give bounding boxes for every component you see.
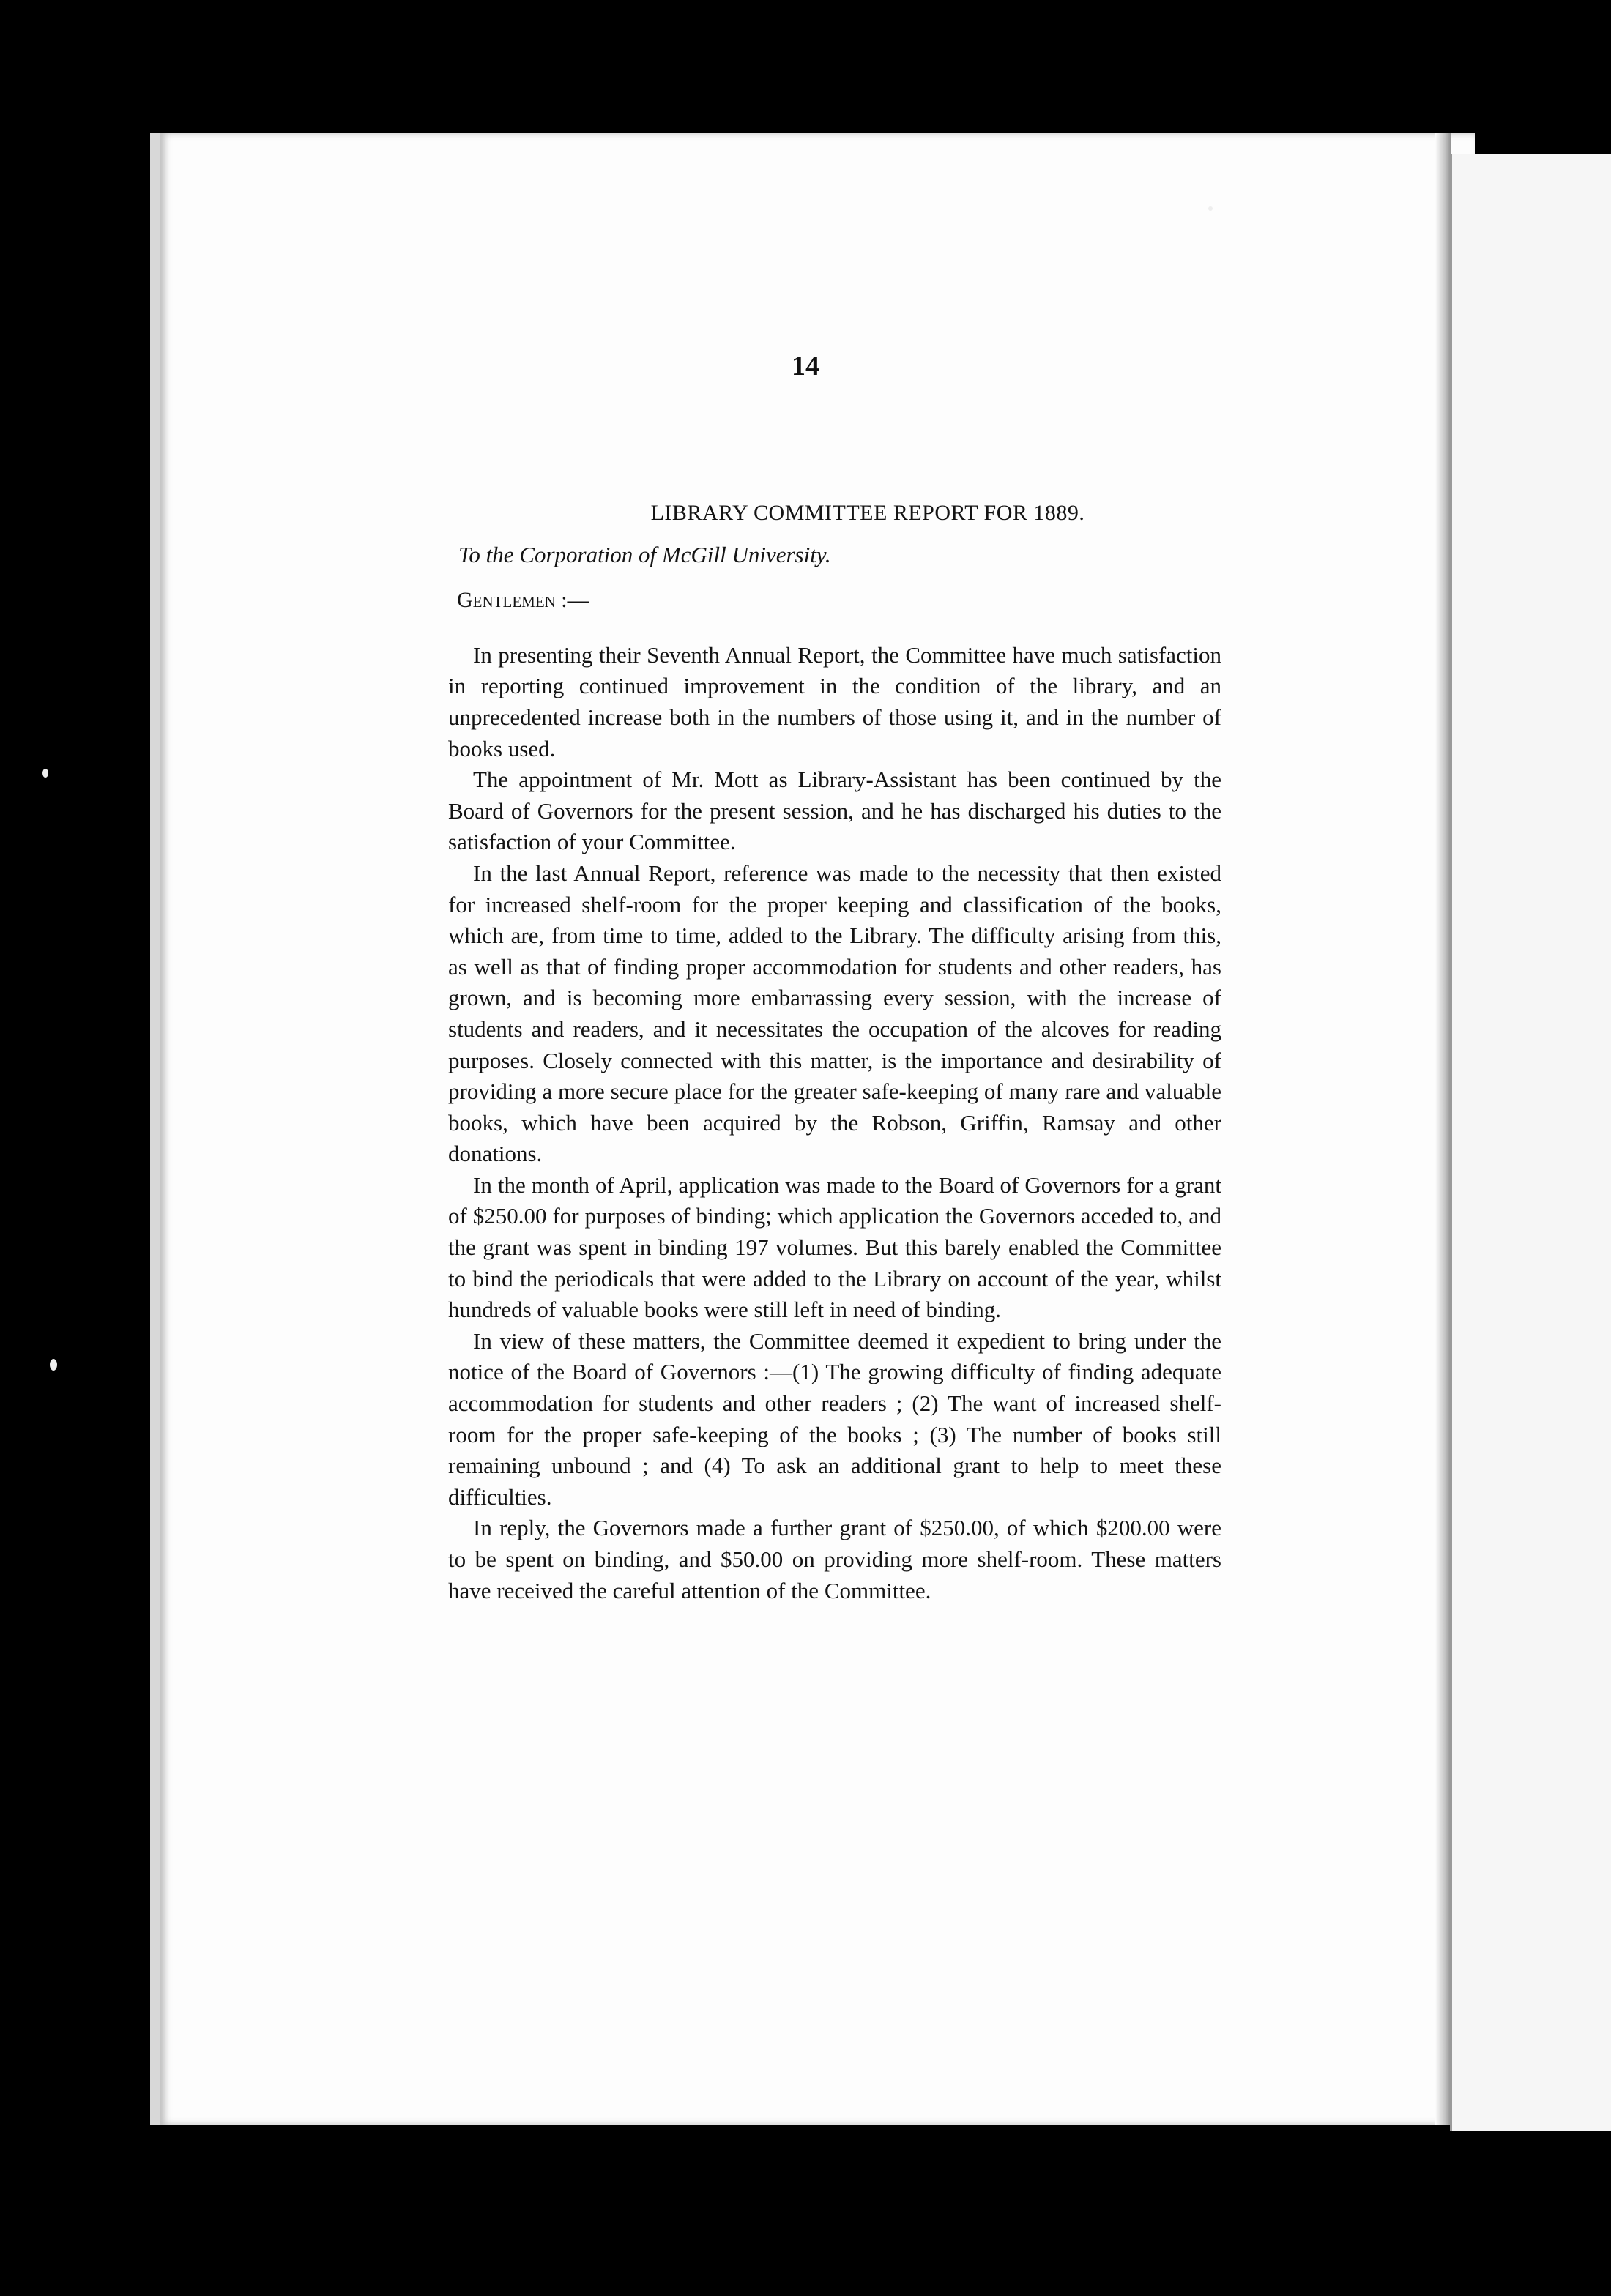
facing-page-edge: [1450, 154, 1611, 2131]
scan-speck: [42, 769, 48, 778]
report-address: To the Corporation of McGill University.: [458, 541, 831, 567]
paragraph-shelf-room: In the last Annual Report, reference was made to the necessity that then existed for increased shelf-room for the proper keeping and classification of the books, which are, from time to time, added to the Library. The difficulty arising from this, as well as that of finding proper accommodation for students and other readers, has grown, and is becoming more embarrassing every session, with the increase of students and readers, and it necessitates the occupation of the alcoves for reading purposes. Closely connected with this matter, is the importance and desirability of providing a more secure place for the greater safe-keeping of many rare and valuable books, which have been acquired by the Robson, Griffin, Ramsay and other donations.: [448, 860, 1221, 1167]
paragraph-annual-report: In presenting their Seventh Annual Report, the Committee have much satisfaction in reporting continued improvement in the condition of the library, and an unprecedented increase both in the numbers of those using it, and in the number of books used.: [448, 641, 1221, 761]
paragraph-board-notice: In view of these matters, the Committee deemed it expedient to bring under the notice of the Board of Governors :—(1) The growing difficulty of finding adequate accommodation for students and other readers ; (2) The want of increased shelf-room for the proper safe-keeping of the books ; (3) The number of books still remaining unbound ; and (4) To ask an additional grant to help to meet these difficulties.: [448, 1327, 1221, 1510]
scan-speck: [50, 1359, 57, 1371]
paragraph-binding-grant: In the month of April, application was made to the Board of Governors for a grant of $250.00 for purposes of binding; which application the Governors acceded to, and the grant was spent in binding 197 volumes. But this barely enabled the Committee to bind the periodicals that were added to the Library on account of the year, whilst hundreds of valuable books were still left in need of binding.: [448, 1171, 1221, 1323]
scan-speck: [1208, 206, 1213, 211]
report-title: LIBRARY COMMITTEE REPORT FOR 1889.: [650, 501, 1085, 525]
page-number: 14: [792, 351, 819, 381]
page-gutter: [1435, 133, 1451, 2125]
report-body: [448, 498, 1221, 1606]
paragraph-further-grant: In reply, the Governors made a further grant of $250.00, of which $200.00 were to be spent on binding, and $50.00 on providing more shelf-room. These matters have received the careful attention of the Committee.: [448, 1515, 1221, 1603]
paragraph-library-assistant: The appointment of Mr. Mott as Library-Assistant has been continued by the Board of Governors for the present session, and he has discharged his duties to the satisfaction of your Committee.: [448, 767, 1221, 855]
salutation: Gentlemen :—: [457, 588, 589, 613]
